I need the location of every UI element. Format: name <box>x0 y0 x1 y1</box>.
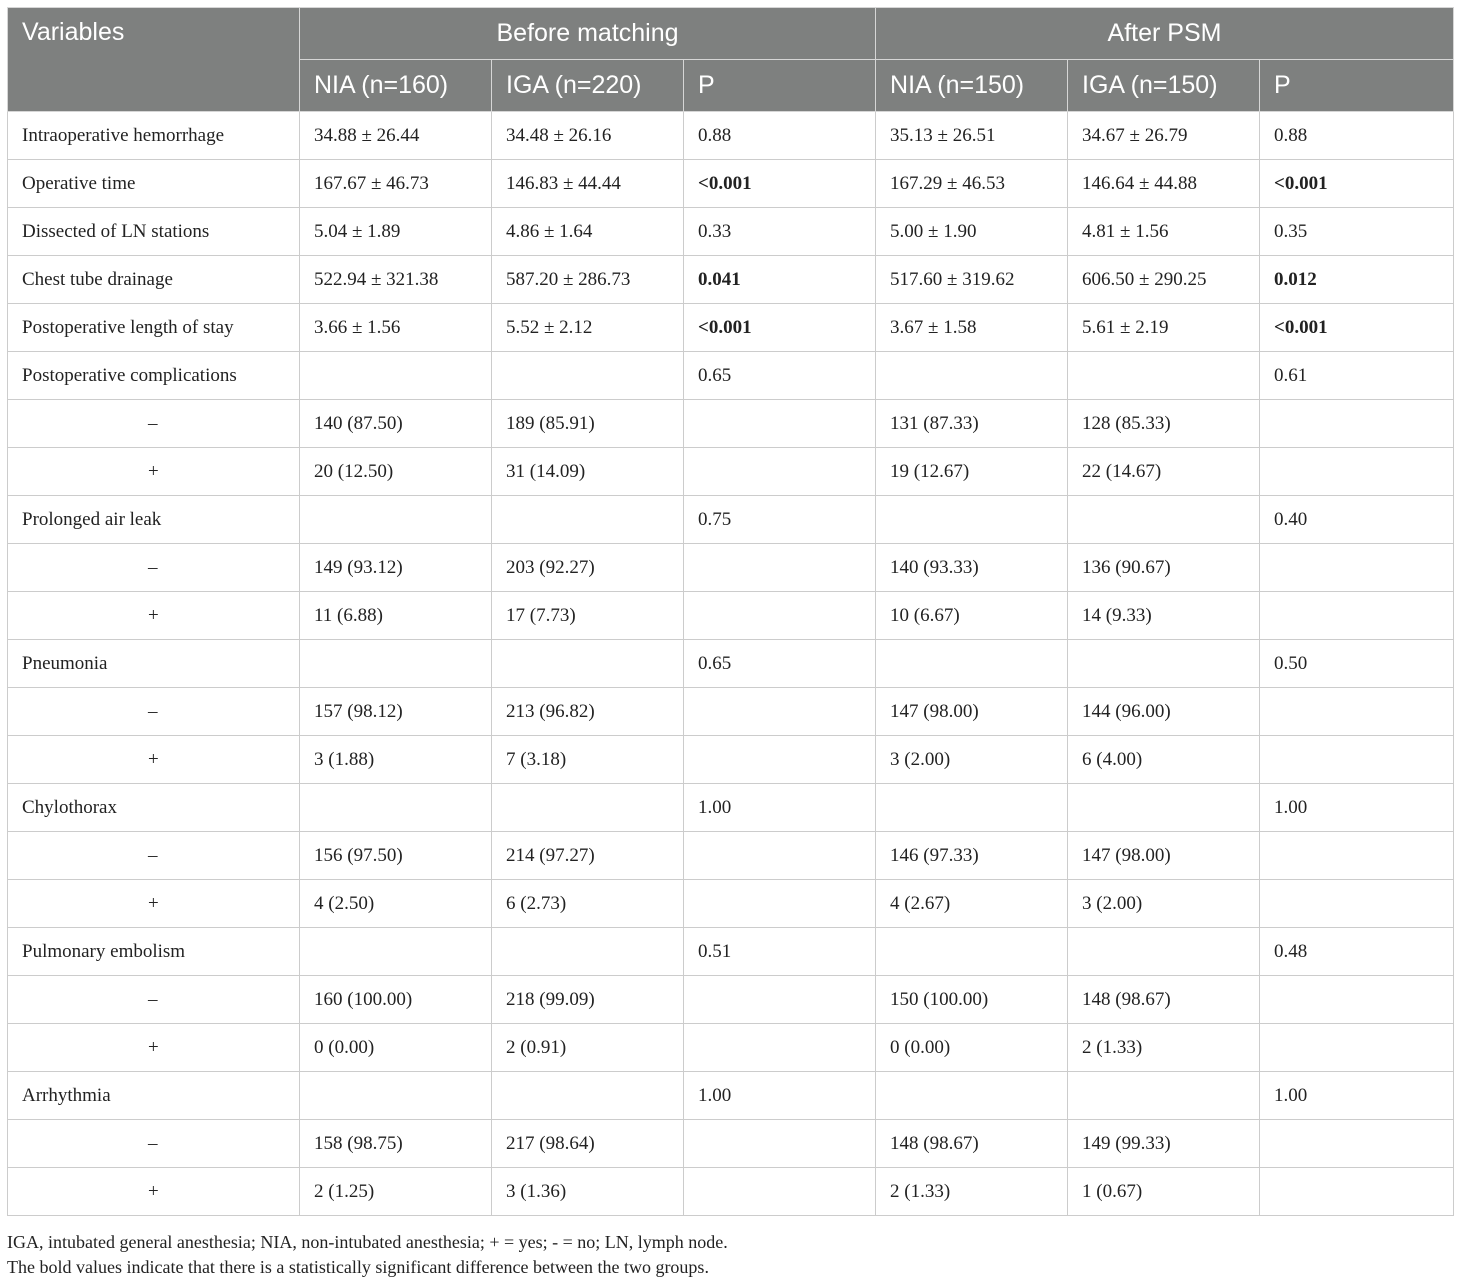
table-cell: 34.88 ± 26.44 <box>300 112 492 160</box>
table-cell: 34.67 ± 26.79 <box>1068 112 1260 160</box>
table-cell: <0.001 <box>1260 160 1454 208</box>
table-cell: 4 (2.67) <box>876 880 1068 928</box>
table-row <box>8 112 1454 160</box>
row-label: Prolonged air leak <box>8 496 300 544</box>
table-cell: 3 (1.88) <box>300 736 492 784</box>
table-cell: 1.00 <box>684 784 876 832</box>
footnote-bold-values: The bold values indicate that there is a statistically significant difference between the two groups. <box>7 1257 709 1277</box>
results-table <box>7 7 1454 1216</box>
header-before-p: P <box>684 60 876 112</box>
table-cell: 0.50 <box>1260 640 1454 688</box>
table-cell <box>300 784 492 832</box>
table-cell <box>1260 1024 1454 1072</box>
table-cell: 147 (98.00) <box>876 688 1068 736</box>
row-label: Postoperative length of stay <box>8 304 300 352</box>
table-cell <box>876 784 1068 832</box>
table-cell <box>684 880 876 928</box>
table-cell <box>1260 976 1454 1024</box>
table-cell: 147 (98.00) <box>1068 832 1260 880</box>
table-cell: 11 (6.88) <box>300 592 492 640</box>
table-cell: 5.04 ± 1.89 <box>300 208 492 256</box>
table-cell <box>684 1168 876 1216</box>
table-row <box>8 208 1454 256</box>
row-label: Chest tube drainage <box>8 256 300 304</box>
row-sublabel: + <box>8 1024 300 1072</box>
table-cell: 2 (1.33) <box>876 1168 1068 1216</box>
header-after-psm: After PSM <box>876 8 1454 60</box>
table-cell <box>1260 736 1454 784</box>
table-cell: 131 (87.33) <box>876 400 1068 448</box>
table-row <box>8 304 1454 352</box>
table-cell: 148 (98.67) <box>876 1120 1068 1168</box>
table-cell: 1.00 <box>684 1072 876 1120</box>
table-row <box>8 1072 1454 1120</box>
table-cell: 0 (0.00) <box>876 1024 1068 1072</box>
table-cell <box>684 1120 876 1168</box>
table-header <box>8 8 1454 112</box>
table-cell: 0.88 <box>1260 112 1454 160</box>
table-cell: <0.001 <box>684 304 876 352</box>
table-cell <box>684 688 876 736</box>
table-cell: 158 (98.75) <box>300 1120 492 1168</box>
table-row <box>8 976 1454 1024</box>
table-cell <box>1068 1072 1260 1120</box>
table-body <box>8 112 1454 1216</box>
row-label: Arrhythmia <box>8 1072 300 1120</box>
table-cell: 136 (90.67) <box>1068 544 1260 592</box>
table-cell <box>876 1072 1068 1120</box>
row-label: Pulmonary embolism <box>8 928 300 976</box>
table-cell: 1.00 <box>1260 784 1454 832</box>
table-cell <box>1068 496 1260 544</box>
table-cell: 517.60 ± 319.62 <box>876 256 1068 304</box>
table-cell: 146.64 ± 44.88 <box>1068 160 1260 208</box>
table-cell: 149 (93.12) <box>300 544 492 592</box>
row-sublabel: + <box>8 592 300 640</box>
table-cell <box>492 640 684 688</box>
row-label: Pneumonia <box>8 640 300 688</box>
table-cell: 150 (100.00) <box>876 976 1068 1024</box>
table-cell: 2 (0.91) <box>492 1024 684 1072</box>
table-cell: 3 (2.00) <box>1068 880 1260 928</box>
table-cell: 0.65 <box>684 352 876 400</box>
row-label: Dissected of LN stations <box>8 208 300 256</box>
row-sublabel: – <box>8 688 300 736</box>
table-cell <box>300 496 492 544</box>
table-cell: 1 (0.67) <box>1068 1168 1260 1216</box>
table-cell <box>684 448 876 496</box>
table-cell <box>492 784 684 832</box>
table-row <box>8 1168 1454 1216</box>
table-cell: 587.20 ± 286.73 <box>492 256 684 304</box>
table-cell: 0.041 <box>684 256 876 304</box>
header-before-matching: Before matching <box>300 8 876 60</box>
table-cell: 0.51 <box>684 928 876 976</box>
row-sublabel: – <box>8 832 300 880</box>
table-cell: 2 (1.33) <box>1068 1024 1260 1072</box>
table-cell: <0.001 <box>1260 304 1454 352</box>
table-cell: 5.00 ± 1.90 <box>876 208 1068 256</box>
table-cell: 606.50 ± 290.25 <box>1068 256 1260 304</box>
table-cell <box>300 1072 492 1120</box>
table-cell: 218 (99.09) <box>492 976 684 1024</box>
table-cell: 3 (1.36) <box>492 1168 684 1216</box>
table-cell: 203 (92.27) <box>492 544 684 592</box>
table-cell: 22 (14.67) <box>1068 448 1260 496</box>
table-cell <box>1260 1168 1454 1216</box>
table-cell: 31 (14.09) <box>492 448 684 496</box>
row-sublabel: – <box>8 400 300 448</box>
table-cell: 0 (0.00) <box>300 1024 492 1072</box>
table-cell: 4.86 ± 1.64 <box>492 208 684 256</box>
table-cell: 146.83 ± 44.44 <box>492 160 684 208</box>
table-row <box>8 448 1454 496</box>
footnote-abbreviations: IGA, intubated general anesthesia; NIA, non-intubated anesthesia; + = yes; - = no; LN, lymph node. <box>7 1232 728 1252</box>
table-cell: 3 (2.00) <box>876 736 1068 784</box>
table-cell: 14 (9.33) <box>1068 592 1260 640</box>
header-before-nia: NIA (n=160) <box>300 60 492 112</box>
table-cell: 5.52 ± 2.12 <box>492 304 684 352</box>
row-sublabel: + <box>8 736 300 784</box>
table-cell <box>1260 688 1454 736</box>
table-cell: 19 (12.67) <box>876 448 1068 496</box>
table-row <box>8 592 1454 640</box>
table-cell <box>1260 832 1454 880</box>
table-cell: 160 (100.00) <box>300 976 492 1024</box>
table-row <box>8 1120 1454 1168</box>
header-after-p: P <box>1260 60 1454 112</box>
table-cell: 4 (2.50) <box>300 880 492 928</box>
table-row <box>8 880 1454 928</box>
table-cell: 0.33 <box>684 208 876 256</box>
table-cell <box>876 496 1068 544</box>
table-cell: 0.75 <box>684 496 876 544</box>
table-cell: 35.13 ± 26.51 <box>876 112 1068 160</box>
table-cell <box>1260 1120 1454 1168</box>
table-cell <box>684 544 876 592</box>
table-row <box>8 832 1454 880</box>
row-sublabel: + <box>8 1168 300 1216</box>
table-cell: 149 (99.33) <box>1068 1120 1260 1168</box>
table-cell <box>876 352 1068 400</box>
table-cell: 214 (97.27) <box>492 832 684 880</box>
table-cell <box>1260 880 1454 928</box>
table-cell: 17 (7.73) <box>492 592 684 640</box>
table-cell <box>1260 592 1454 640</box>
table-cell <box>1068 640 1260 688</box>
table-cell <box>876 640 1068 688</box>
table-cell: <0.001 <box>684 160 876 208</box>
table-cell: 7 (3.18) <box>492 736 684 784</box>
table-cell: 0.88 <box>684 112 876 160</box>
table-cell <box>1260 400 1454 448</box>
table-cell <box>684 400 876 448</box>
results-table-container <box>7 7 1453 1216</box>
header-row-groups <box>8 8 1454 60</box>
table-cell: 0.61 <box>1260 352 1454 400</box>
header-before-iga: IGA (n=220) <box>492 60 684 112</box>
table-cell <box>492 1072 684 1120</box>
header-after-iga: IGA (n=150) <box>1068 60 1260 112</box>
table-row <box>8 736 1454 784</box>
table-cell: 167.67 ± 46.73 <box>300 160 492 208</box>
table-cell: 3.66 ± 1.56 <box>300 304 492 352</box>
table-row <box>8 784 1454 832</box>
table-cell: 0.35 <box>1260 208 1454 256</box>
table-cell <box>684 1024 876 1072</box>
header-variables: Variables <box>8 8 300 112</box>
table-cell <box>300 928 492 976</box>
table-cell: 20 (12.50) <box>300 448 492 496</box>
row-sublabel: – <box>8 1120 300 1168</box>
table-row <box>8 352 1454 400</box>
row-sublabel: – <box>8 544 300 592</box>
table-cell: 189 (85.91) <box>492 400 684 448</box>
row-sublabel: – <box>8 976 300 1024</box>
table-cell: 6 (4.00) <box>1068 736 1260 784</box>
table-row <box>8 160 1454 208</box>
table-cell: 213 (96.82) <box>492 688 684 736</box>
table-row <box>8 400 1454 448</box>
table-cell <box>876 928 1068 976</box>
row-sublabel: + <box>8 880 300 928</box>
row-label: Operative time <box>8 160 300 208</box>
table-cell: 0.48 <box>1260 928 1454 976</box>
table-cell <box>684 976 876 1024</box>
row-label: Postoperative complications <box>8 352 300 400</box>
table-cell <box>300 640 492 688</box>
table-cell: 217 (98.64) <box>492 1120 684 1168</box>
table-cell: 10 (6.67) <box>876 592 1068 640</box>
row-label: Chylothorax <box>8 784 300 832</box>
table-cell: 3.67 ± 1.58 <box>876 304 1068 352</box>
table-cell <box>684 832 876 880</box>
table-cell: 140 (87.50) <box>300 400 492 448</box>
table-cell <box>1260 544 1454 592</box>
table-footnotes <box>7 1230 728 1280</box>
table-cell <box>1068 784 1260 832</box>
table-cell: 0.40 <box>1260 496 1454 544</box>
table-cell <box>684 736 876 784</box>
table-cell: 0.65 <box>684 640 876 688</box>
table-row <box>8 928 1454 976</box>
table-cell: 4.81 ± 1.56 <box>1068 208 1260 256</box>
table-cell: 34.48 ± 26.16 <box>492 112 684 160</box>
table-cell: 148 (98.67) <box>1068 976 1260 1024</box>
table-cell: 140 (93.33) <box>876 544 1068 592</box>
table-cell <box>300 352 492 400</box>
table-row <box>8 640 1454 688</box>
table-cell <box>492 496 684 544</box>
header-after-nia: NIA (n=150) <box>876 60 1068 112</box>
table-cell <box>1260 448 1454 496</box>
table-cell: 522.94 ± 321.38 <box>300 256 492 304</box>
row-label: Intraoperative hemorrhage <box>8 112 300 160</box>
table-cell: 5.61 ± 2.19 <box>1068 304 1260 352</box>
table-cell <box>1068 928 1260 976</box>
table-cell: 6 (2.73) <box>492 880 684 928</box>
table-cell: 146 (97.33) <box>876 832 1068 880</box>
table-cell: 128 (85.33) <box>1068 400 1260 448</box>
table-cell: 157 (98.12) <box>300 688 492 736</box>
table-row <box>8 496 1454 544</box>
table-row <box>8 688 1454 736</box>
table-cell: 2 (1.25) <box>300 1168 492 1216</box>
table-row <box>8 1024 1454 1072</box>
table-cell: 156 (97.50) <box>300 832 492 880</box>
table-cell <box>492 352 684 400</box>
row-sublabel: + <box>8 448 300 496</box>
table-cell: 0.012 <box>1260 256 1454 304</box>
table-cell <box>1068 352 1260 400</box>
table-cell <box>492 928 684 976</box>
table-row <box>8 256 1454 304</box>
table-cell: 144 (96.00) <box>1068 688 1260 736</box>
table-cell <box>684 592 876 640</box>
table-row <box>8 544 1454 592</box>
table-cell: 167.29 ± 46.53 <box>876 160 1068 208</box>
table-cell: 1.00 <box>1260 1072 1454 1120</box>
